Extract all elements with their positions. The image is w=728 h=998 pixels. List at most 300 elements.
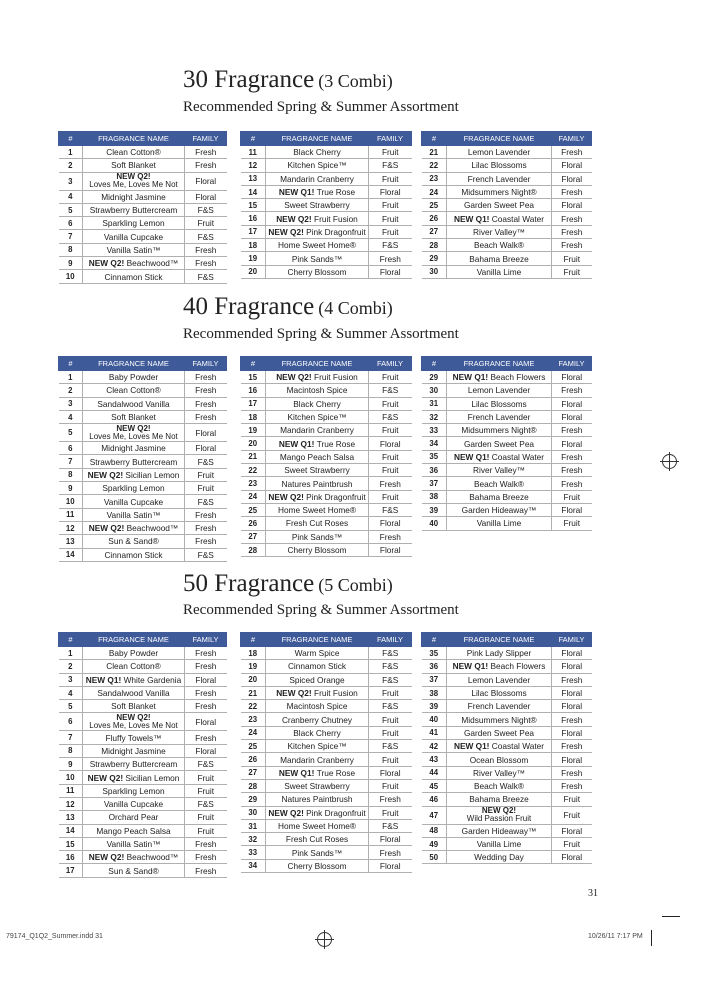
row-number: 31 bbox=[422, 397, 447, 410]
fragrance-name: Pink Sands™ bbox=[266, 252, 369, 265]
fragrance-name: Lilac Blossoms bbox=[447, 159, 552, 172]
table-row bbox=[422, 225, 592, 238]
fragrance-family: Floral bbox=[369, 185, 412, 198]
fragrance-name: Cranberry Chutney bbox=[266, 713, 369, 726]
table-row bbox=[241, 740, 412, 753]
fragrance-name: Strawberry Buttercream bbox=[83, 455, 185, 468]
header-family: FAMILY bbox=[552, 357, 592, 371]
new-badge: NEW Q1! bbox=[278, 187, 317, 198]
section-title-main: 50 Fragrance bbox=[183, 570, 315, 597]
row-number: 2 bbox=[59, 384, 83, 397]
new-badge: NEW Q1! bbox=[452, 372, 491, 383]
fragrance-name bbox=[83, 521, 185, 534]
fragrance-family: Floral bbox=[552, 660, 592, 673]
table-row bbox=[422, 713, 592, 726]
fragrance-family: Floral bbox=[369, 543, 412, 556]
table-row bbox=[59, 784, 227, 797]
fragrance-name: Garden Sweet Pea bbox=[447, 199, 552, 212]
new-badge: NEW Q2! bbox=[268, 491, 307, 502]
fragrance-name: Vanilla Satin™ bbox=[83, 837, 185, 850]
row-number: 5 bbox=[59, 203, 83, 216]
fragrance-family: Fresh bbox=[185, 384, 227, 397]
fragrance-family: Fruit bbox=[552, 837, 592, 850]
fragrance-name bbox=[266, 766, 369, 779]
fragrance-name: Strawberry Buttercream bbox=[83, 203, 185, 216]
new-badge: NEW Q2! bbox=[88, 258, 127, 269]
row-number: 1 bbox=[59, 146, 83, 159]
table-row bbox=[422, 159, 592, 172]
fragrance-name: Macintosh Spice bbox=[266, 384, 369, 397]
table-row bbox=[59, 771, 227, 784]
row-number: 13 bbox=[59, 811, 83, 824]
row-number: 34 bbox=[422, 437, 447, 450]
fragrance-name: Lemon Lavender bbox=[447, 384, 552, 397]
table-row bbox=[422, 740, 592, 753]
table-row bbox=[241, 686, 412, 699]
fragrance-family: Floral bbox=[552, 726, 592, 739]
new-badge: NEW Q2! bbox=[88, 852, 127, 863]
crop-mark bbox=[662, 916, 680, 917]
row-number: 29 bbox=[422, 252, 447, 265]
fragrance-name: Vanilla Lime bbox=[447, 837, 552, 850]
table-row bbox=[59, 535, 227, 548]
table-row bbox=[59, 686, 227, 699]
row-number: 17 bbox=[241, 225, 266, 238]
fragrance-name bbox=[83, 257, 185, 270]
fragrance-name: Vanilla Satin™ bbox=[83, 243, 185, 256]
fragrance-name: Vanilla Lime bbox=[447, 517, 552, 530]
new-badge: NEW Q1! bbox=[278, 438, 317, 449]
row-number: 30 bbox=[422, 265, 447, 278]
fragrance-family: Fruit bbox=[369, 713, 412, 726]
fragrance-name: Midsummers Night® bbox=[447, 185, 552, 198]
fragrance-name: Sweet Strawberry bbox=[266, 464, 369, 477]
row-number: 32 bbox=[241, 833, 266, 846]
row-number: 12 bbox=[241, 159, 266, 172]
new-badge: NEW Q2! bbox=[276, 688, 314, 699]
table-row bbox=[59, 521, 227, 534]
table-row bbox=[241, 673, 412, 686]
table-row bbox=[241, 833, 412, 846]
row-number: 37 bbox=[422, 477, 447, 490]
fragrance-name: Baby Powder bbox=[83, 647, 185, 660]
row-number: 12 bbox=[59, 797, 83, 810]
row-number: 28 bbox=[241, 543, 266, 556]
fragrance-family: Fruit bbox=[369, 424, 412, 437]
fragrance-family: Fresh bbox=[185, 508, 227, 521]
row-number: 40 bbox=[422, 713, 447, 726]
row-number: 33 bbox=[422, 424, 447, 437]
row-number: 11 bbox=[241, 146, 266, 159]
row-number: 25 bbox=[241, 503, 266, 516]
row-number: 29 bbox=[422, 371, 447, 384]
row-number: 14 bbox=[59, 548, 83, 561]
fragrance-family: Fruit bbox=[185, 482, 227, 495]
fragrance-name: Natures Paintbrush bbox=[266, 477, 369, 490]
table-row bbox=[59, 442, 227, 455]
fragrance-family: Floral bbox=[185, 673, 227, 686]
table-row bbox=[241, 265, 412, 278]
fragrance-family: Floral bbox=[185, 190, 227, 203]
fragrance-family: Floral bbox=[552, 824, 592, 837]
row-number: 21 bbox=[422, 146, 447, 159]
row-number: 26 bbox=[422, 212, 447, 225]
fragrance-name: Cherry Blossom bbox=[266, 859, 369, 872]
fragrance-family: Fresh bbox=[552, 477, 592, 490]
fragrance-name-text: True Rose bbox=[316, 767, 356, 778]
table-row bbox=[422, 490, 592, 503]
table-row bbox=[241, 397, 412, 410]
row-number: 19 bbox=[241, 424, 266, 437]
table-row bbox=[59, 495, 227, 508]
table-row bbox=[241, 424, 412, 437]
fragrance-family: Fresh bbox=[185, 686, 227, 699]
new-badge: NEW Q1! bbox=[453, 451, 492, 462]
fragrance-family: Floral bbox=[552, 397, 592, 410]
header-fragrance-name: FRAGRANCE NAME bbox=[83, 633, 185, 647]
header-num: # bbox=[59, 633, 83, 647]
row-number: 41 bbox=[422, 726, 447, 739]
fragrance-family: Fresh bbox=[369, 846, 412, 859]
table-row bbox=[241, 490, 412, 503]
fragrance-family: Fresh bbox=[185, 535, 227, 548]
fragrance-family: Fresh bbox=[185, 851, 227, 864]
new-badge: NEW Q1! bbox=[453, 741, 492, 752]
table-row bbox=[59, 744, 227, 757]
fragrance-family: F&S bbox=[185, 758, 227, 771]
fragrance-family: Floral bbox=[185, 713, 227, 731]
fragrance-family: Fresh bbox=[369, 477, 412, 490]
fragrance-name: Cherry Blossom bbox=[266, 265, 369, 278]
header-fragrance-name: FRAGRANCE NAME bbox=[447, 633, 552, 647]
fragrance-family: Floral bbox=[369, 766, 412, 779]
table-header-row bbox=[59, 357, 227, 371]
row-number: 44 bbox=[422, 766, 447, 779]
row-number: 20 bbox=[241, 437, 266, 450]
section-title-50 bbox=[183, 570, 393, 598]
fragrance-name: Vanilla Cupcake bbox=[83, 495, 185, 508]
row-number: 27 bbox=[241, 766, 266, 779]
fragrance-family: Fresh bbox=[185, 397, 227, 410]
fragrance-name: Mandarin Cranberry bbox=[266, 172, 369, 185]
table-row bbox=[422, 437, 592, 450]
row-number: 6 bbox=[59, 217, 83, 230]
row-number: 45 bbox=[422, 779, 447, 792]
fragrance-name: Mandarin Cranberry bbox=[266, 753, 369, 766]
fragrance-name: Vanilla Lime bbox=[447, 265, 552, 278]
row-number: 10 bbox=[59, 771, 83, 784]
fragrance-name: Bahama Breeze bbox=[447, 793, 552, 806]
row-number: 14 bbox=[241, 185, 266, 198]
row-number: 13 bbox=[59, 535, 83, 548]
table-row bbox=[241, 647, 412, 660]
fragrance-family: Floral bbox=[552, 647, 592, 660]
table-row bbox=[59, 159, 227, 172]
row-number: 18 bbox=[241, 239, 266, 252]
registration-mark-icon bbox=[317, 932, 332, 947]
row-number: 24 bbox=[241, 726, 266, 739]
fragrance-family: F&S bbox=[185, 797, 227, 810]
header-family: FAMILY bbox=[552, 633, 592, 647]
footer-timestamp: 10/26/11 7:17 PM bbox=[588, 933, 643, 940]
table-row bbox=[241, 384, 412, 397]
table-row bbox=[422, 753, 592, 766]
fragrance-family: Floral bbox=[552, 503, 592, 516]
fragrance-table bbox=[58, 632, 227, 878]
fragrance-name bbox=[83, 851, 185, 864]
row-number: 17 bbox=[241, 397, 266, 410]
fragrance-name: Kitchen Spice™ bbox=[266, 410, 369, 423]
row-number: 26 bbox=[241, 517, 266, 530]
header-fragrance-name: FRAGRANCE NAME bbox=[266, 357, 369, 371]
fragrance-family: Fresh bbox=[552, 424, 592, 437]
table-header-row bbox=[241, 633, 412, 647]
table-row bbox=[422, 779, 592, 792]
fragrance-name-text: Coastal Water bbox=[491, 741, 545, 752]
fragrance-table bbox=[240, 131, 412, 279]
fragrance-name: Soft Blanket bbox=[83, 410, 185, 423]
fragrance-name: Vanilla Cupcake bbox=[83, 230, 185, 243]
row-number: 7 bbox=[59, 230, 83, 243]
table-row bbox=[241, 464, 412, 477]
fragrance-family: F&S bbox=[369, 503, 412, 516]
fragrance-family: Fresh bbox=[185, 257, 227, 270]
fragrance-name-text: Sicilian Lemon bbox=[125, 772, 180, 783]
table-row bbox=[422, 199, 592, 212]
table-row bbox=[241, 172, 412, 185]
fragrance-table bbox=[58, 356, 227, 562]
fragrance-name bbox=[447, 371, 552, 384]
table-row bbox=[59, 230, 227, 243]
fragrance-name: Beach Walk® bbox=[447, 477, 552, 490]
new-badge: NEW Q2! bbox=[481, 806, 517, 816]
new-badge: NEW Q2! bbox=[116, 172, 151, 182]
fragrance-name-text: Pink Dragonfruit bbox=[306, 226, 366, 237]
table-row bbox=[59, 371, 227, 384]
fragrance-family: Fresh bbox=[185, 837, 227, 850]
table-row bbox=[241, 199, 412, 212]
header-fragrance-name: FRAGRANCE NAME bbox=[447, 132, 552, 146]
fragrance-family: F&S bbox=[369, 410, 412, 423]
fragrance-name: Mango Peach Salsa bbox=[266, 450, 369, 463]
fragrance-name-text: Loves Me, Loves Me Not bbox=[89, 180, 178, 190]
fragrance-family: Fruit bbox=[369, 686, 412, 699]
table-header-row bbox=[422, 357, 592, 371]
fragrance-family: Fruit bbox=[552, 252, 592, 265]
table-row bbox=[422, 503, 592, 516]
table-header-row bbox=[59, 132, 227, 146]
fragrance-name: Sun & Sand® bbox=[83, 864, 185, 877]
fragrance-name: Mango Peach Salsa bbox=[83, 824, 185, 837]
fragrance-family: Fruit bbox=[552, 490, 592, 503]
fragrance-family: Fruit bbox=[185, 811, 227, 824]
fragrance-family: Fresh bbox=[552, 212, 592, 225]
new-badge: NEW Q2! bbox=[276, 213, 314, 224]
row-number: 31 bbox=[241, 819, 266, 832]
table-row bbox=[241, 793, 412, 806]
row-number: 20 bbox=[241, 265, 266, 278]
row-number: 50 bbox=[422, 851, 447, 864]
table-row bbox=[422, 726, 592, 739]
fragrance-name: River Valley™ bbox=[447, 464, 552, 477]
table-row bbox=[241, 517, 412, 530]
row-number: 35 bbox=[422, 450, 447, 463]
fragrance-name-text: Wild Passion Fruit bbox=[466, 814, 532, 824]
section-title-main: 30 Fragrance bbox=[183, 66, 315, 93]
fragrance-name bbox=[83, 771, 185, 784]
fragrance-name: Lemon Lavender bbox=[447, 673, 552, 686]
fragrance-family: Fresh bbox=[185, 660, 227, 673]
fragrance-family: Fresh bbox=[185, 146, 227, 159]
fragrance-name bbox=[83, 468, 185, 481]
fragrance-family: Fresh bbox=[552, 464, 592, 477]
footer-file-name: 79174_Q1Q2_Summer.indd 31 bbox=[6, 933, 103, 940]
table-row bbox=[59, 203, 227, 216]
row-number: 16 bbox=[241, 384, 266, 397]
header-family: FAMILY bbox=[552, 132, 592, 146]
new-badge: NEW Q2! bbox=[276, 372, 314, 383]
table-row bbox=[241, 146, 412, 159]
new-badge: NEW Q1! bbox=[452, 661, 491, 672]
fragrance-name bbox=[447, 806, 552, 824]
table-row bbox=[422, 239, 592, 252]
fragrance-name: Bahama Breeze bbox=[447, 252, 552, 265]
fragrance-family: Fruit bbox=[369, 371, 412, 384]
fragrance-name: Kitchen Spice™ bbox=[266, 159, 369, 172]
table-row bbox=[59, 384, 227, 397]
fragrance-table bbox=[58, 131, 227, 284]
fragrance-name: Wedding Day bbox=[447, 851, 552, 864]
fragrance-family: Fresh bbox=[185, 647, 227, 660]
fragrance-name: Spiced Orange bbox=[266, 673, 369, 686]
table-row bbox=[422, 410, 592, 423]
row-number: 35 bbox=[422, 647, 447, 660]
row-number: 6 bbox=[59, 713, 83, 731]
fragrance-family: Fruit bbox=[369, 212, 412, 225]
fragrance-name bbox=[83, 424, 185, 442]
fragrance-family: Fruit bbox=[552, 806, 592, 824]
fragrance-family: Fruit bbox=[552, 265, 592, 278]
header-num: # bbox=[422, 633, 447, 647]
row-number: 2 bbox=[59, 159, 83, 172]
table-row bbox=[59, 837, 227, 850]
table-row bbox=[422, 424, 592, 437]
fragrance-name-text: Fruit Fusion bbox=[314, 213, 358, 224]
table-row bbox=[241, 806, 412, 819]
row-number: 22 bbox=[241, 700, 266, 713]
row-number: 3 bbox=[59, 172, 83, 190]
fragrance-name-text: Loves Me, Loves Me Not bbox=[89, 720, 178, 730]
fragrance-family: F&S bbox=[185, 455, 227, 468]
row-number: 46 bbox=[422, 793, 447, 806]
table-row bbox=[59, 700, 227, 713]
table-row bbox=[241, 846, 412, 859]
table-header-row bbox=[422, 633, 592, 647]
row-number: 14 bbox=[59, 824, 83, 837]
fragrance-family: F&S bbox=[185, 230, 227, 243]
fragrance-name: Home Sweet Home® bbox=[266, 239, 369, 252]
fragrance-family: F&S bbox=[185, 495, 227, 508]
fragrance-family: F&S bbox=[369, 819, 412, 832]
fragrance-name: Sandalwood Vanilla bbox=[83, 686, 185, 699]
table-row bbox=[59, 713, 227, 731]
table-row bbox=[241, 766, 412, 779]
section-title-suffix: (5 Combi) bbox=[318, 575, 393, 595]
page-number: 31 bbox=[588, 888, 598, 899]
fragrance-family: Fresh bbox=[185, 731, 227, 744]
row-number: 2 bbox=[59, 660, 83, 673]
row-number: 13 bbox=[241, 172, 266, 185]
row-number: 30 bbox=[422, 384, 447, 397]
row-number: 8 bbox=[59, 744, 83, 757]
registration-mark-icon bbox=[662, 454, 677, 469]
table-row bbox=[59, 172, 227, 190]
row-number: 26 bbox=[241, 753, 266, 766]
fragrance-name: Midsummers Night® bbox=[447, 713, 552, 726]
new-badge: NEW Q2! bbox=[87, 772, 126, 783]
fragrance-name: Garden Hideaway™ bbox=[447, 824, 552, 837]
fragrance-name-text: True Rose bbox=[316, 187, 356, 198]
table-row bbox=[241, 503, 412, 516]
fragrance-family: Fresh bbox=[185, 371, 227, 384]
row-number: 36 bbox=[422, 464, 447, 477]
fragrance-family: Floral bbox=[552, 700, 592, 713]
row-number: 15 bbox=[241, 199, 266, 212]
row-number: 42 bbox=[422, 740, 447, 753]
fragrance-family: Floral bbox=[369, 265, 412, 278]
row-number: 16 bbox=[241, 212, 266, 225]
fragrance-name: Pink Sands™ bbox=[266, 530, 369, 543]
row-number: 3 bbox=[59, 397, 83, 410]
row-number: 43 bbox=[422, 753, 447, 766]
row-number: 21 bbox=[241, 450, 266, 463]
fragrance-name: Sparkling Lemon bbox=[83, 482, 185, 495]
fragrance-name-text: Beach Flowers bbox=[490, 661, 546, 672]
fragrance-name-text: Beachwood™ bbox=[126, 258, 179, 269]
table-row bbox=[241, 212, 412, 225]
fragrance-family: Fruit bbox=[185, 771, 227, 784]
new-badge: NEW Q2! bbox=[268, 226, 307, 237]
new-badge: NEW Q2! bbox=[116, 423, 151, 433]
table-row bbox=[59, 424, 227, 442]
row-number: 11 bbox=[59, 508, 83, 521]
fragrance-name-text: Loves Me, Loves Me Not bbox=[89, 431, 178, 441]
table-header-row bbox=[422, 132, 592, 146]
fragrance-name: Midnight Jasmine bbox=[83, 744, 185, 757]
fragrance-name: Beach Walk® bbox=[447, 779, 552, 792]
fragrance-family: F&S bbox=[369, 159, 412, 172]
table-row bbox=[422, 806, 592, 824]
fragrance-family: Fruit bbox=[369, 397, 412, 410]
fragrance-name: Clean Cotton® bbox=[83, 146, 185, 159]
fragrance-name-text: Beachwood™ bbox=[126, 852, 179, 863]
fragrance-family: Fresh bbox=[185, 243, 227, 256]
table-row bbox=[59, 811, 227, 824]
fragrance-family: Fruit bbox=[552, 793, 592, 806]
table-row bbox=[59, 455, 227, 468]
fragrance-name-text: True Rose bbox=[316, 438, 356, 449]
fragrance-name bbox=[266, 212, 369, 225]
row-number: 4 bbox=[59, 410, 83, 423]
row-number: 10 bbox=[59, 495, 83, 508]
section-title-30 bbox=[183, 66, 393, 94]
fragrance-name bbox=[266, 490, 369, 503]
row-number: 19 bbox=[241, 252, 266, 265]
fragrance-name bbox=[447, 212, 552, 225]
fragrance-name bbox=[266, 686, 369, 699]
row-number: 7 bbox=[59, 455, 83, 468]
fragrance-name bbox=[83, 172, 185, 190]
